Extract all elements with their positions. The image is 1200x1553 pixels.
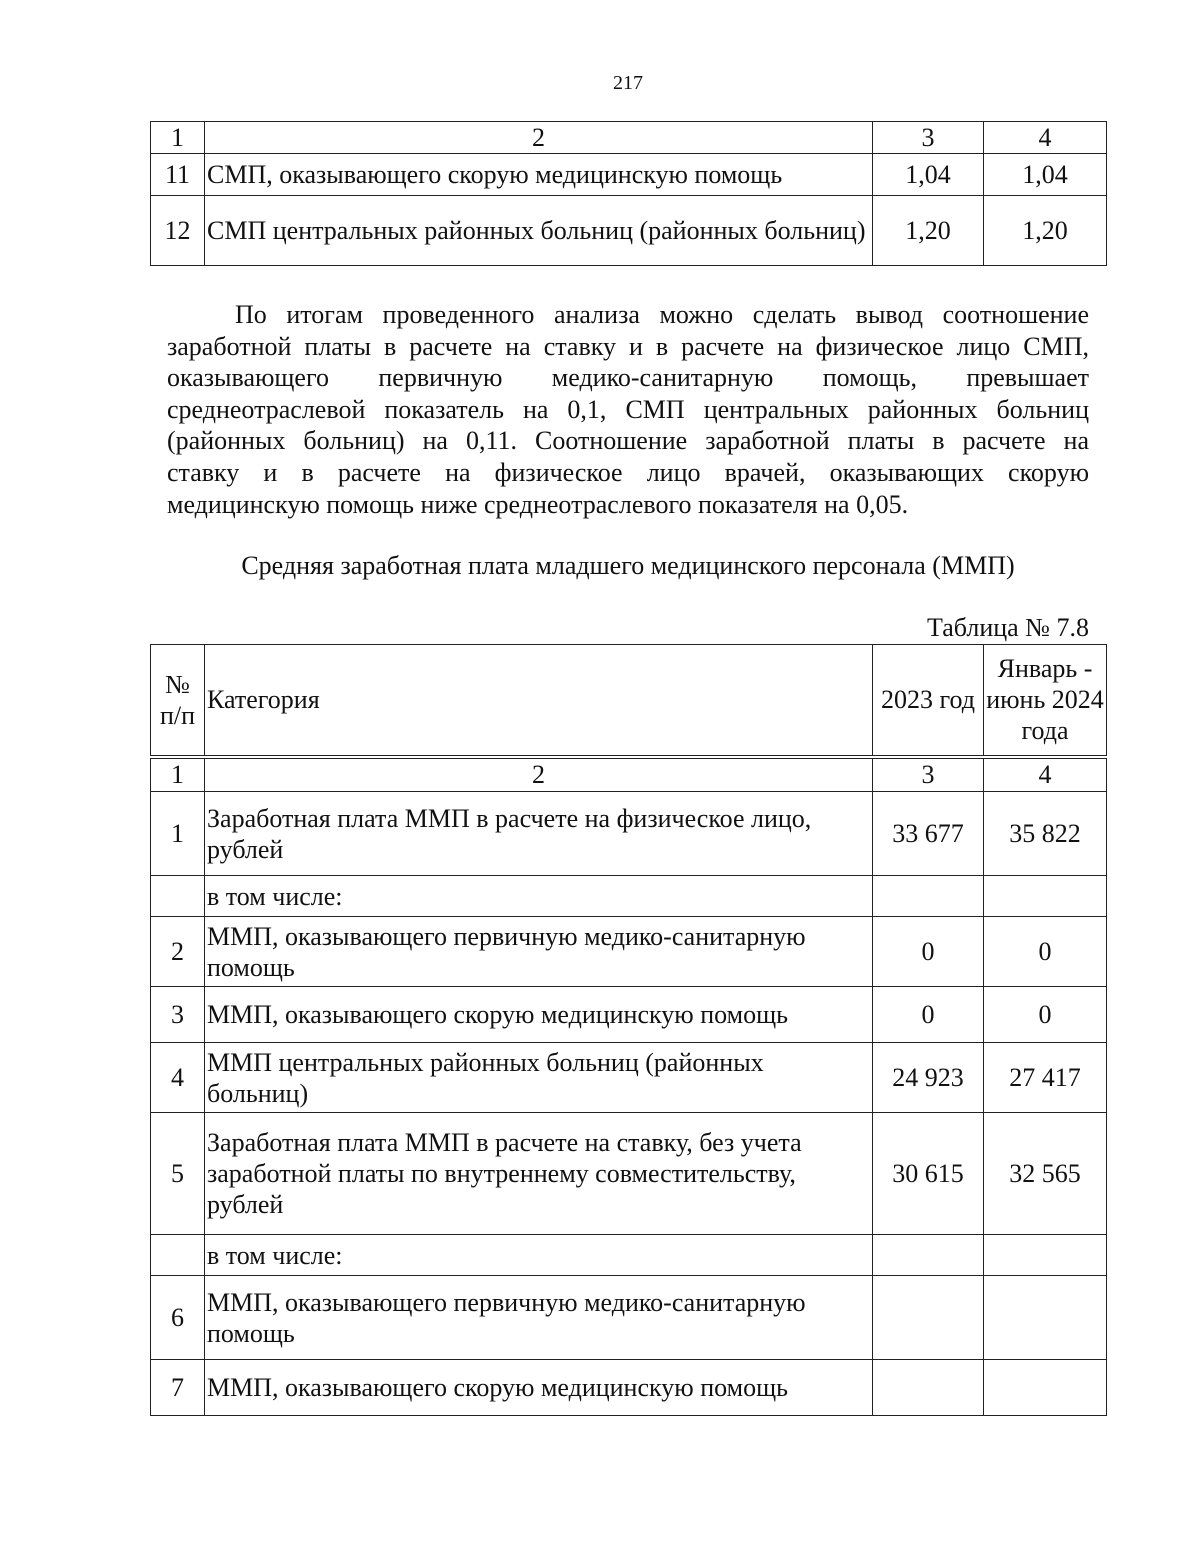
paragraph-line: (районных больниц) на 0,11. Соотношение заработной платы в расчете на bbox=[167, 426, 1089, 456]
header-2023: 2023 год bbox=[873, 645, 984, 757]
value-2023 bbox=[873, 1276, 984, 1360]
row-number bbox=[151, 1235, 205, 1276]
row-number: 7 bbox=[151, 1360, 205, 1416]
value-2023: 24 923 bbox=[873, 1043, 984, 1113]
row-number: 6 bbox=[151, 1276, 205, 1360]
paragraph-line: заработной платы в расчете на ставку и в расчете на физическое лицо СМП, bbox=[167, 331, 1089, 361]
page-number: 217 bbox=[613, 72, 643, 94]
index-cell: 3 bbox=[873, 122, 984, 154]
value-2023: 1,04 bbox=[873, 154, 984, 196]
table-row bbox=[151, 1360, 1107, 1416]
value-2024: 32 565 bbox=[984, 1113, 1107, 1235]
paragraph-line: медицинскую помощь ниже среднеотраслевого показателя на 0,05. bbox=[167, 489, 909, 519]
index-cell: 2 bbox=[205, 757, 873, 792]
value-2023: 33 677 bbox=[873, 792, 984, 876]
row-category: СМП, оказывающего скорую медицинскую помощь bbox=[205, 154, 873, 196]
value-2023 bbox=[873, 876, 984, 917]
paragraph-line: ставку и в расчете на физическое лицо врачей, оказывающих скорую bbox=[167, 457, 1089, 487]
table-row bbox=[151, 1235, 1107, 1276]
table-row bbox=[151, 876, 1107, 917]
row-category: ММП, оказывающего скорую медицинскую помощь bbox=[205, 987, 873, 1043]
paragraph-line: среднеотраслевой показатель на 0,1, СМП центральных районных больниц bbox=[167, 394, 1089, 424]
header-num: № п/п bbox=[151, 645, 205, 757]
paragraph-line: По итогам проведенного анализа можно сделать вывод соотношение bbox=[235, 300, 1089, 329]
table-caption: Таблица № 7.8 bbox=[926, 613, 1089, 642]
row-number: 5 bbox=[151, 1113, 205, 1235]
value-2023: 0 bbox=[873, 917, 984, 987]
paragraph-line: оказывающего первичную медико-санитарную помощь, превышает bbox=[167, 363, 1089, 393]
value-2023 bbox=[873, 1360, 984, 1416]
value-2024: 1,20 bbox=[984, 196, 1107, 266]
row-number: 11 bbox=[151, 154, 205, 196]
table-row bbox=[151, 917, 1107, 987]
value-2024 bbox=[984, 876, 1107, 917]
value-2024: 35 822 bbox=[984, 792, 1107, 876]
row-number: 3 bbox=[151, 987, 205, 1043]
table-continued bbox=[150, 121, 1107, 266]
table-row bbox=[151, 154, 1107, 196]
value-2024: 0 bbox=[984, 987, 1107, 1043]
table-row bbox=[151, 1113, 1107, 1235]
table-mmp-salary bbox=[150, 644, 1107, 1416]
index-cell: 1 bbox=[151, 122, 205, 154]
index-cell: 3 bbox=[873, 757, 984, 792]
section-heading: Средняя заработная плата младшего медицинского персонала (ММП) bbox=[241, 551, 1015, 580]
value-2023: 30 615 bbox=[873, 1113, 984, 1235]
index-cell: 4 bbox=[984, 122, 1107, 154]
table-index-row bbox=[151, 757, 1107, 792]
row-category: ММП, оказывающего скорую медицинскую помощь bbox=[205, 1360, 873, 1416]
row-category: ММП центральных районных больниц (районных больниц) bbox=[205, 1043, 873, 1113]
table-header-row bbox=[151, 645, 1107, 757]
row-number: 2 bbox=[151, 917, 205, 987]
row-category: ММП, оказывающего первичную медико-санитарную помощь bbox=[205, 1276, 873, 1360]
header-2024: Январь - июнь 2024 года bbox=[984, 645, 1107, 757]
row-number: 4 bbox=[151, 1043, 205, 1113]
row-category: в том числе: bbox=[205, 1235, 873, 1276]
row-number: 12 bbox=[151, 196, 205, 266]
value-2024: 1,04 bbox=[984, 154, 1107, 196]
value-2023: 1,20 bbox=[873, 196, 984, 266]
table-row bbox=[151, 196, 1107, 266]
value-2024 bbox=[984, 1276, 1107, 1360]
value-2024: 0 bbox=[984, 917, 1107, 987]
row-category: Заработная плата ММП в расчете на ставку, без учета заработной платы по внутреннему совместительству, рублей bbox=[205, 1113, 873, 1235]
value-2024: 27 417 bbox=[984, 1043, 1107, 1113]
index-cell: 4 bbox=[984, 757, 1107, 792]
header-category: Категория bbox=[205, 645, 873, 757]
table-index-row bbox=[151, 122, 1107, 154]
row-number: 1 bbox=[151, 792, 205, 876]
row-category: ММП, оказывающего первичную медико-санитарную помощь bbox=[205, 917, 873, 987]
index-cell: 1 bbox=[151, 757, 205, 792]
value-2024 bbox=[984, 1235, 1107, 1276]
row-number bbox=[151, 876, 205, 917]
index-cell: 2 bbox=[205, 122, 873, 154]
table-row bbox=[151, 1276, 1107, 1360]
value-2023: 0 bbox=[873, 987, 984, 1043]
value-2024 bbox=[984, 1360, 1107, 1416]
analysis-paragraph bbox=[167, 299, 1089, 520]
row-category: в том числе: bbox=[205, 876, 873, 917]
row-category: СМП центральных районных больниц (районных больниц) bbox=[205, 196, 873, 266]
value-2023 bbox=[873, 1235, 984, 1276]
table-row bbox=[151, 1043, 1107, 1113]
table-row bbox=[151, 792, 1107, 876]
table-row bbox=[151, 987, 1107, 1043]
row-category: Заработная плата ММП в расчете на физическое лицо, рублей bbox=[205, 792, 873, 876]
